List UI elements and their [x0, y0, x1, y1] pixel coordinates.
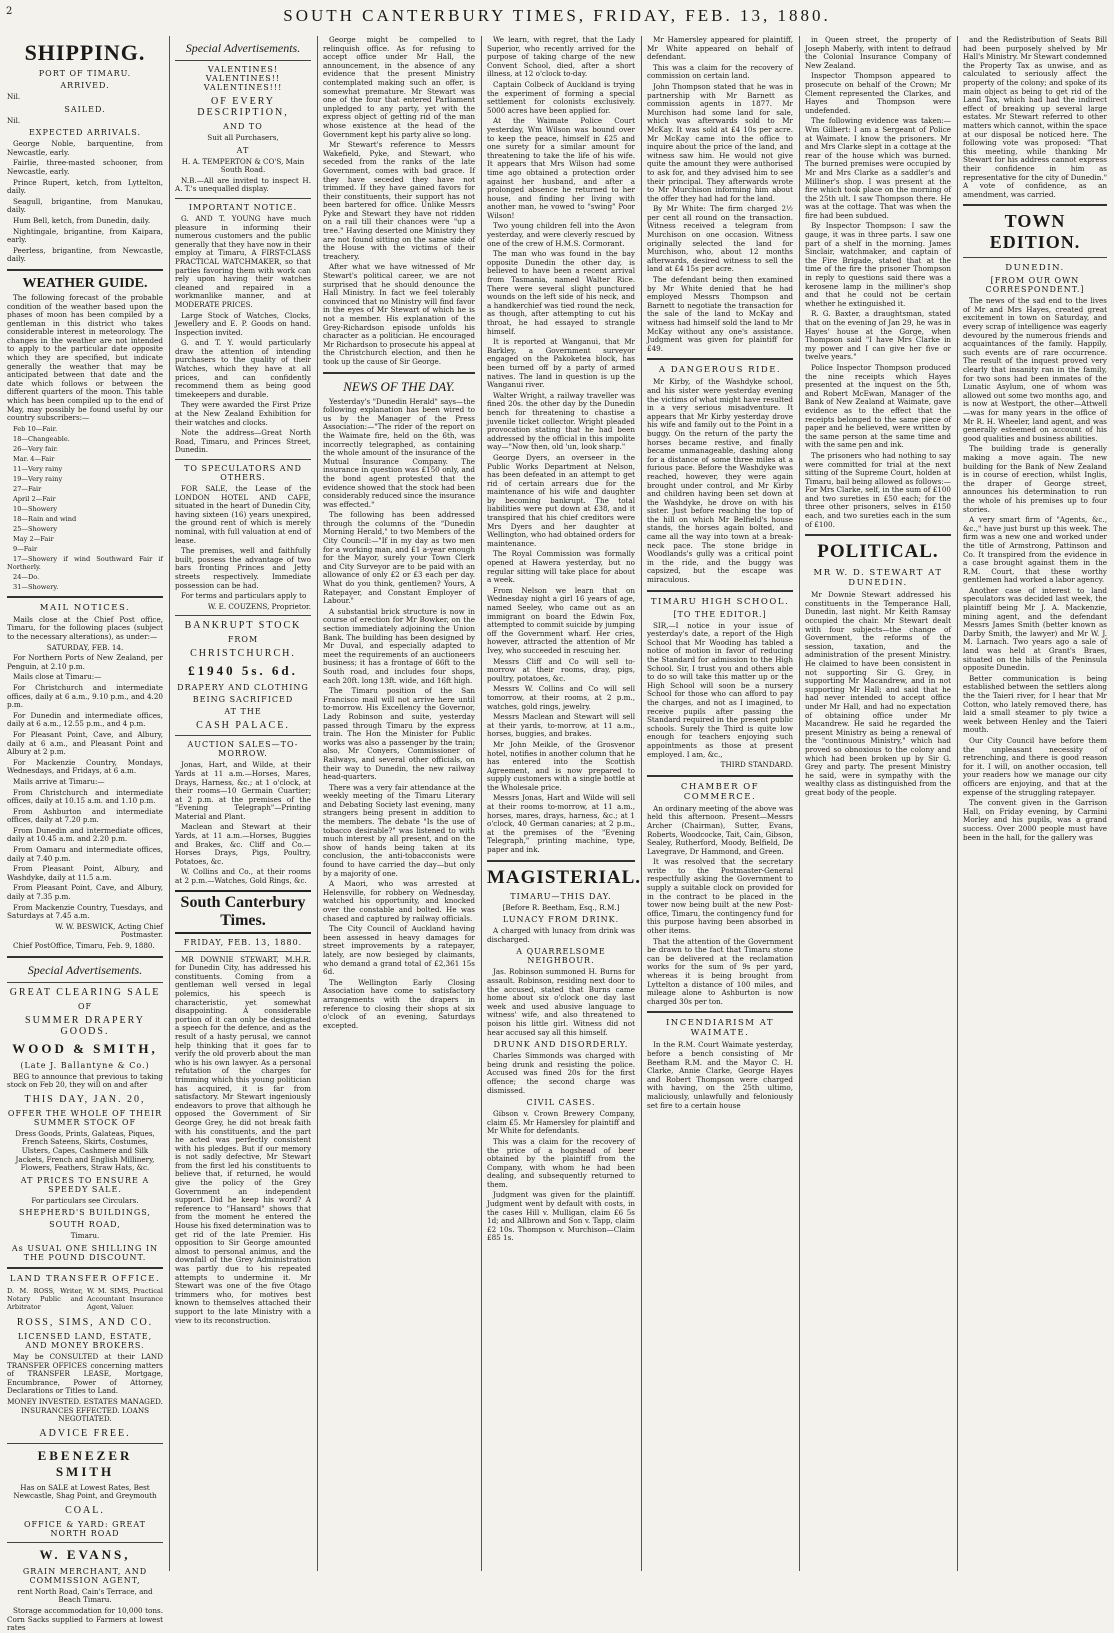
special-ads-heading: Special Advertisements.: [27, 962, 143, 977]
own-correspondent: [FROM OUR OWN CORRESPONDENT.]: [985, 276, 1085, 295]
divider: [647, 775, 793, 777]
dunedin-text: The building trade is generally making a move again. The new building for the Bank of New Zealand is in course of erection, whilst Inglis, the draper of George street, announces his determination to run the whole of his premises up to four stories.: [963, 444, 1107, 514]
bankrupt-from: FROM: [227, 635, 259, 645]
column-7: [958, 36, 1112, 1571]
wood-smith-circulars: For particulars see Circulars.: [31, 1195, 139, 1205]
usual-discount: As USUAL ONE SHILLING IN THE POUND DISCOUNT.: [11, 1243, 159, 1262]
news-item: Two young children fell into the Avon yesterday, and were cleverly rescued by one of the crew of H.M.S. Cormorant.: [487, 221, 635, 248]
column-3: [318, 36, 480, 1571]
wood-smith-name: WOOD & SMITH,: [12, 1040, 158, 1056]
high-school-heading: TIMARU HIGH SCHOOL.: [650, 596, 790, 607]
mail-para: For Mackenzie Country, Mondays, Wednesdays, and Fridays, at 6 a.m.: [7, 757, 163, 776]
incendiarism-text: In the R.M. Court Waimate yesterday, before a bench consisting of Mr Beetham R.M. and the Mayor C. H. Clarke, Annie Clarke, George Hayes and Robert Thompson were charged with having, on the 25th ultimo, maliciously, unlawfully and feloniously set fire to a certain house: [647, 1040, 793, 1110]
news-item: Walter Wright, a railway traveller was fined 20s. the other day by the Dunedin bench for threatening to chastise a juvenile ticket collector. Wright pleaded provocation stating that he had been addressed by the official in this impolite way—"Now then, old 'un, look sharp.": [487, 390, 635, 452]
editorial-cont: After what we have witnessed of Mr Stewart's political career, we are not surprised that he should denounce the Hall Ministry. In fact we feel tolerably convinced that no Ministry will find favor in the eyes of Mr Stewart of which he is not a member. His explanation of the Grey-Richardson episode unfolds his character as a politician. He encouraged Mr Richardson to prosecute his appeal at the Christchurch election, and then he took up the cause of Sir George.: [323, 262, 475, 366]
auction-text-2: Maclean and Stewart at their Yards, at 11 a.m.—Horses, Buggies and Brakes, &c. Cliff and Co.—Horses Drays, Pigs, Poultry, Potatoes, &c.: [175, 822, 311, 866]
news-item: Messrs W. Collins and Co will sell tomorrow, at their rooms, at 2 p.m., watches, gold rings, jewelry.: [487, 684, 635, 711]
dunedin-text: A very smart firm of "Agents, &c., &c.," have just burst up this week. The firm was a new one and worked under the title of Armstrong, Pattinson and Co. It transpired from the evidence in a case brought against them in the R.M. Court, that these worthy gentlemen had worked a labor agency.: [963, 515, 1107, 585]
clearing-sale-heading: GREAT CLEARING SALE: [9, 986, 161, 998]
expected-item: Seagull, brigantine, from Manukau, daily.: [7, 196, 163, 215]
expected-label: EXPECTED ARRIVALS.: [28, 128, 142, 138]
evans-text: Storage accommodation for 10,000 tons. Corn Sacks supplied to Farmers at lowest rates: [7, 1606, 163, 1633]
london-hotel-sign: W. E. COUZENS, Proprietor.: [207, 601, 311, 611]
expected-item: Peerless, brigantine, from Newcastle, daily.: [7, 245, 163, 264]
mail-para: From Pleasant Point, Albury, and Washdyke, daily at 11.5 a.m.: [7, 864, 163, 882]
clearing-of: OF: [77, 1001, 93, 1011]
political-heading: POLITICAL.: [817, 541, 939, 563]
news-item: George Dyers, an overseer in the Public Works Department at Nelson, has been defeated in an attempt to get rid of certain arrears due for the maintenance of his wife and daughter by becoming bankrupt. The total liabilities were put down at £38, and it transpired that his chief creditors were Mrs Dyers and her daughter at Wellington, who had obtained orders for maintenance.: [487, 452, 635, 548]
valentines-every: OF EVERY DESCRIPTION,: [197, 96, 289, 118]
chamber-text-3: That the attention of the Government be drawn to the fact that Timaru stone can be delivered at the reclamation works for the sum of 9s per yard, whereas it is being brought from Lyttelton a distance of 100 miles, and mileage alone to Ashburton is now charged 30s per ton.: [647, 936, 793, 1006]
news-item: Messrs Jonas, Hart and Wilde will sell at their rooms to-morrow, at 11 a.m., horses, mares, drays, harness, &c.; at 1 o'clock, 40 German canaries; at 2 p.m., at the premises of the "Evening Telegraph," printing machine, type, paper and ink.: [487, 793, 635, 855]
court-text: By Mr White: The firm charged 2½ per cent all round on the transaction. Witness received a telegram from Murchison on one occasion. Witness originally selected the land for Murchison, who, about 12 months afterwards, desired witness to sell the land at £4 15s per acre.: [647, 204, 793, 274]
civil-text-3: Judgment was given for the plaintiff. Judgment went by default with costs, in the cases Hill v. Mulligan, claim £6 5s 1d; and Allbrown and Son v. Tapp, claim £2 10s. Thompson v. Murchison—Claim £85 1s.: [487, 1190, 635, 1243]
mail-para: Mails close at Timaru:—: [13, 672, 102, 682]
divider: [175, 735, 311, 736]
timaru-this-day: TIMARU—THIS DAY.: [510, 891, 612, 901]
divider: [175, 615, 311, 616]
news-item: The man who was found in the bay opposite Dunedin the other day, is believed to have been a recent arrival from Tasmania, named Walter Rice. There were several slight punctured wounds on the left side of his neck, and a handkerchief was tied round the neck, as though, after attempting to cut his throat, he had essayed to strangle himself.: [487, 249, 635, 336]
divider: [175, 60, 311, 61]
weather-row: Mar. 4—Fair: [13, 454, 55, 463]
newspaper-title: SOUTH CANTERBURY TIMES, FRIDAY, FEB. 13, 1880.: [283, 6, 831, 25]
divider: [323, 372, 475, 374]
ebenezer-smith-text: Has on SALE at Lowest Rates, Best Newcastle, Shag Point, and Greymouth: [13, 1482, 157, 1501]
wood-smith-sub: (Late J. Ballantyne & Co.): [20, 1060, 150, 1070]
land-transfer-heading: LAND TRANSFER OFFICE.: [9, 1273, 161, 1284]
civil-text-2: This was a claim for the recovery of the price of a hogshead of beer obtained by the plaintiff from the Company, with whom he had been dealing, and subsequently returned to them.: [487, 1136, 635, 1189]
dunedin-text: Our City Council have before them the unpleasant necessity of retrenching, and there is good reason for it. I will, on another occasion, tell your readers how we manage our city officers are enjoying, and that at the expense of the struggling ratepayer.: [963, 735, 1107, 797]
at-the: AT THE: [224, 707, 262, 717]
young-note: Note the address—Great North Road, Timaru, and Princes Street, Dunedin.: [175, 428, 311, 455]
town-edition-heading: TOWN EDITION.: [989, 211, 1081, 253]
news-item: Captain Colbeck of Auckland is trying the experiment of forming a special settlement for colonists exclusively. 5000 acres have been applied for.: [487, 79, 635, 115]
before-magistrate: [Before R. Beetham, Esq., R.M.]: [502, 902, 620, 912]
incendiarism-cont: The following evidence was taken:—Wm Gilbert: I am a Sergeant of Police at Waimate. I know the prisoners. Mr and Mrs Clarke slept in a cottage at the rear of the house which was burned. The burned premises were occupied by Mr and Mrs Clarke as a saddler's and Milliner's shop. I was present at the fire which took place on the morning of the 25th ult. I saw Thompson there. He was at the cottage. That was when the fire had been subdued.: [805, 116, 951, 220]
dunedin-text: The convent given in the Garrison Hall, on Friday evening, by Carmini Morley and his pupils, was a grand success. Over 2000 people must have been in the hall, for the gallery was: [963, 798, 1107, 842]
ross-sims-sub: LICENSED LAND, ESTATE, AND MONEY BROKERS.: [17, 1331, 153, 1350]
london-hotel-terms: For terms and particulars apply to: [181, 591, 307, 601]
valentines-suit: Suit all Purchasers,: [207, 133, 279, 142]
news-item: At the Waimate Police Court yesterday, Wm Wilson was bound over to keep the peace, himself in £25 and one surety for a similar amount for threatening to take the life of his wife. It appears that Mrs Wilson had some time ago obtained a protection order against her husband, and after a prolonged absence he returned to her house, and finding her living with another man, he vowed to "swing" Poor Wilson!: [487, 116, 635, 220]
news-item: A Maori, who was arrested at Helensville, for robbery on Wednesday, watched his opportunity, and knocked over the constable and bolted. He was chased and captured by railway officials.: [323, 879, 475, 923]
masthead: [0, 0, 1114, 36]
civil-heading: CIVIL CASES.: [526, 1098, 596, 1108]
wood-smith-offer: OFFER THE WHOLE OF THEIR SUMMER STOCK OF: [7, 1108, 163, 1127]
arrived-value: Nil.: [7, 92, 21, 101]
editorial-cont: Mr Stewart's reference to Messrs Wakefield, Pyke, and Stewart, who seceded from the ranks of the late Government, comes with bad grace. If they have seceded they have not trimmed. If they have gained favors for their constituents, their support has not been bartered for office. Unlike Messrs Pyke and Stewart they have not ridden on a rail till their chances were "up a tree." Having deserted one Ministry they are not found sitting on the same side of the House with the victims of their treachery.: [323, 140, 475, 261]
divider: [175, 459, 311, 460]
port-heading: PORT OF TIMARU.: [38, 69, 132, 78]
editorial-masthead: South Canterbury Times.: [175, 890, 311, 934]
sailed-value: Nil.: [7, 115, 21, 125]
court-text: Mr Hamersley appeared for plaintiff, Mr White appeared on behalf of defendant.: [647, 35, 793, 62]
shipping-heading: SHIPPING.: [24, 40, 146, 65]
stewart-heading: MR W. D. STEWART AT DUNEDIN.: [813, 568, 943, 589]
expected-item: George Noble, barquentine, from Newcastle, early.: [7, 139, 163, 157]
shepherds-buildings: SHEPHERD'S BUILDINGS,: [19, 1208, 151, 1218]
chamber-text-2: It was resolved that the secretary write to the Postmaster-General respectfully asking the Government to supply a suitable clock on provided for in the contract to be placed in the tower now being built at the new Post-office, Timaru, the contingency fund for this purpose having been absorbed in other items.: [647, 857, 793, 936]
news-item: A substantial brick structure is now in course of erection for Mr Bowker, on the section immediately adjoining the Union Bank. The building has been designed by Mr Duval, and especially adapted to meet the requirements of an auctioneers business; it has a frontage of 66ft to the South road, and includes four shops, each 20ft. long 13ft. wide, and 16ft high.: [323, 606, 475, 685]
news-item: The Wellington Early Closing Association have come to satisfactory arrangements with the drapers in reference to closing their shops at six o'clock of an evening, Saturdays excepted.: [323, 977, 475, 1030]
shepherds-town: Timaru.: [70, 1231, 100, 1241]
expected-item: Nightingale, brigantine, from Kaipara, early.: [7, 226, 163, 245]
news-item: We learn, with regret, that the Lady Superior, who recently arrived for the purpose of taking charge of the new Convent School, died, after a short illness, at 12 o'clock to-day.: [487, 35, 635, 79]
divider: [647, 358, 793, 360]
weather-row: 10—Showery: [13, 504, 58, 513]
weather-row: 19—Very rainy: [13, 474, 63, 483]
news-item: Messrs Maclean and Stewart will sell at their yards, to-morrow, at 11 a.m., horses, buggies, and brakes.: [487, 712, 635, 739]
wood-smith-date: THIS DAY, JAN. 20,: [24, 1093, 146, 1105]
ebenezer-smith-office: OFFICE & YARD: GREAT NORTH ROAD: [23, 1519, 147, 1538]
valentines-at: AT: [236, 145, 250, 155]
lunacy-text: A charged with lunacy from drink was discharged.: [487, 926, 635, 944]
dunedin-heading: DUNEDIN.: [1005, 263, 1065, 274]
expected-item: Prince Rupert, ketch, from Lyttelton, daily.: [7, 177, 163, 196]
page-number: 2: [6, 6, 13, 17]
valentines-heading: VALENTINES! VALENTINES!! VALENTINES!!!: [203, 65, 283, 92]
news-item: It is reported at Wanganui, that Mr Barkley, a Government surveyor engaged on the Pakoketea block, has been turned off by a party of armed natives. The land in question is up the Wanganui river.: [487, 337, 635, 390]
drunk-heading: DRUNK AND DISORDERLY.: [493, 1040, 629, 1050]
news-item: Yesterday's "Dunedin Herald" says—the following explanation has been wired to us by the Manager of the Press Association:—"The rider of the report on the Waimate fire, held on the 6th, was incorrectly telegraphed, as containing the whole amount of the insurance of the Mutual Insurance Company. The insurance in question was £150 only, and the bond agent protested that the evidence showed that the stock had been considerably reduced since the insurance was effected.": [323, 396, 475, 509]
court-text: This was a claim for the recovery of commission on certain land.: [647, 62, 793, 81]
chamber-heading: CHAMBER OF COMMERCE.: [680, 781, 760, 802]
mail-para: From Christchurch and intermediate offices, daily at 10.15 a.m. and 1.10 p.m.: [7, 787, 163, 806]
ross-sims-name: ROSS, SIMS, AND CO.: [16, 1316, 154, 1328]
evans-sub: GRAIN MERCHANT, AND COMMISSION AGENT,: [22, 1566, 148, 1585]
mail-para: Mails arrive at Timaru:—: [13, 776, 105, 786]
arrived-label: ARRIVED.: [60, 81, 110, 90]
column-6: [800, 36, 956, 1571]
mail-para: From Pleasant Point, Cave, and Albury, daily at 7.35 p.m.: [7, 883, 163, 902]
expected-item: Hum Bell, ketch, from Dunedin, daily.: [13, 215, 151, 225]
incendiarism-cont: The prisoners who had nothing to say were committed for trial at the next sitting of the Supreme Court, holden at Timaru, bail being allowed as follows:—For Mrs Clarke, self, in the sum of £100 and two sureties in £50 each; for the three other prisoners, selves in £150 each, and two sureties each in the sum of £100.: [805, 450, 951, 529]
drapery-clothing: DRAPERY AND CLOTHING: [177, 683, 309, 693]
mail-para: For Northern Ports of New Zealand, per Penguin, at 2.10 p.m.: [7, 653, 163, 671]
editorial-cont: George might be compelled to relinquish office. As for refusing to accept office under Mr Hall, the announcement, in the absence of any evidence that the present Ministry contemplated making such an offer, is somewhat premature. Mr Stewart was one of the four that entered Parliament unpledged to any party, yet with the express object of getting rid of the man whose existence at the head of the Government kept his party alive so long.: [323, 35, 475, 139]
weather-row: 27—Fair: [13, 484, 42, 493]
divider: [175, 951, 311, 952]
young-text: G. AND T. YOUNG have much pleasure in informing their numerous customers and the public generally that they have now in their employ at Timaru, A FIRST-CLASS PRACTICAL WATCHMAKER, so that parties favoring them with work can rely upon having their watches cleaned and repaired in a workmanlike manner, and at MODERATE PRICES.: [175, 213, 311, 309]
weather-row: April 2—Fair: [13, 494, 56, 503]
ross-sims-text: May be CONSULTED at their LAND TRANSFER OFFICES concerning matters of TRANSFER LEASE, Mortgage, Encumbrance, Power of Attorney, Declarations or Titles to Land.: [7, 1351, 163, 1396]
divider: [7, 956, 163, 958]
mail-para: For Dunedin and intermediate offices, daily at 6 a.m., 12.55 p.m., and 4 p.m.: [7, 710, 163, 729]
divider: [647, 1011, 793, 1013]
high-school-sign: THIRD STANDARD.: [720, 760, 793, 770]
high-school-text: SIR,—I notice in your issue of yesterday's date, a report of the High School that Mr Wooding has tabled a notice of motion in favor of reducing the Standard for admission to the High School. Sir, I trust you and others able to do so will take this matter up or the High School will soon be a nursery School for those who can afford to pay the charges, and not as I imagined, to receive pupils after passing the Standard required in the present public schools. Surely the Third is quite low enough for teachers enjoying such appointments as those at present employed. I am, &c.,: [647, 620, 793, 759]
being-sacrificed: BEING SACRIFICED: [192, 695, 294, 705]
mail-para: From Oamaru and intermediate offices, daily at 7.40 p.m.: [7, 845, 163, 863]
lunacy-heading: LUNACY FROM DRINK.: [502, 915, 620, 925]
column-1: [2, 36, 168, 1633]
valentines-and: AND TO: [223, 122, 263, 131]
weather-row: 25—Showery: [13, 524, 58, 533]
weather-row: 26—Very fair.: [13, 444, 59, 453]
divider: [487, 860, 635, 862]
divider: [647, 590, 793, 592]
drunk-text: Charles Simmonds was charged with being drunk and resisting the police. Accused was fined 20s for the first offence; the second charge was dismissed.: [487, 1051, 635, 1095]
mail-para: From Ashburton and intermediate offices, daily at 7.20 p.m.: [7, 806, 163, 825]
to-the-editor: [TO THE EDITOR.]: [673, 609, 767, 619]
weather-row: 17—Showery if wind Southward Fair if Northerly.: [7, 554, 163, 571]
weather-row: 11—Very rainy: [13, 464, 63, 473]
speculators-heading: TO SPECULATORS AND OTHERS.: [184, 464, 302, 482]
wood-smith-text: BEG to announce that previous to taking stock on Feb 20, they will on and after: [7, 1071, 163, 1090]
london-hotel-text-2: The premises, well and faithfully built, possess the advantage of two bars fronting Princes and Jetty streets respectively. Immediate possession can be had.: [175, 546, 311, 590]
weather-row: 18—Changeable.: [13, 434, 70, 443]
sailed-label: SAILED.: [64, 104, 106, 114]
dangerous-ride-text: Mr Kirby, of the Washdyke school, and his sister were yesterday evening the victims of what might have resulted in a very serious misadventure. It appears that Mr Kirby yesterday drove his wife and family out to the Point in a buggy. On the return of the party the horses became restive, and finally became unmanageable, dashing along for a distance of some three miles at a furious pace. Before the Washdyke was reached, however, they were again brought under control, and Mr Kirby and children having been set down at the Washdyke, he drove on with his sister. Just before reaching the top of the hill on which Mr Belfield's house stands, the horses again bolted, and came all the way into town at a break-neck pace. The stone bridge in Woodlands's gully was a critical point in the ride, and the buggy was capsized, but the escape was miraculous.: [647, 377, 793, 585]
incendiarism-cont: Police Inspector Thompson produced the nine receipts which Hayes presented at the inquest on the 5th, and Robert McEwan, Manager of the Bank of New Zealand at Waimate, gave evidence as to the effect that the receipts belonged to the same piece of paper and he believed, were written by the same person at the same time and with the same pen and ink.: [805, 362, 951, 450]
divider: [7, 269, 163, 271]
young-stock: Large Stock of Watches, Clocks, Jewellery and E. P. Goods on hand. Inspection invited.: [175, 310, 311, 337]
cash-palace: CASH PALACE.: [196, 720, 290, 732]
bankrupt-city: CHRISTCHURCH.: [190, 648, 296, 660]
ross-sims-partners: [7, 1287, 163, 1313]
chamber-text: An ordinary meeting of the above was held this afternoon. Present—Messrs Archer (Chairman), Sutter, Evans, Roberts, Woodcocke, Tait, Cain, Gibson, Sealey, Rutherford, Moody, Belfield, De Lavegrave, Dr Hammond, and Green.: [647, 803, 794, 856]
auction-text-3: W. Collins and Co., at their rooms at 2 p.m.—Watches, Gold Rings, &c.: [175, 867, 311, 886]
news-heading: NEWS OF THE DAY.: [343, 378, 455, 394]
mail-heading: MAIL NOTICES.: [39, 602, 131, 613]
incendiarism-cont: By Inspector Thompson: I saw the gauge, it was in three parts. I saw one part of a shelf in the morning. James Sinclair, watchmaker, and captain of the Fire Brigade, stated that at the time of the fire the prisoner Thompson in reply to questions said there was a kerosene lamp in the milliner's shop and that he could not be certain whether he extinguished it.: [805, 221, 951, 308]
news-item: The City Council of Auckland having been assessed in heavy damages for street improvements by a ratepayer, lately, are now besieged by claimants, who demand a grand total of £2,361 15s 6d.: [323, 924, 475, 977]
column-5: [642, 36, 798, 1571]
bankrupt-amount: £1940 5s. 6d.: [188, 663, 298, 679]
mail-para: For Christchurch and intermediate offices, daily at 6 a.m., 9.10 p.m., and 4.20 p.m.: [7, 682, 163, 710]
weather-row: 18—Rain and wind: [13, 514, 77, 523]
news-item: The following has been addressed through the columns of the "Dunedin Morning Herald," to two Members of the City Council:—"If in my day as two men for a working man, and £1 a-year enough for the Mayor, surely your Town Clerk and City Surveyor are to be paid with an allowance of only £2 or £3 each per day. What do you think, gentlemen? Yours, A Ratepayer, and Constant Employer of Labour.": [323, 510, 475, 606]
ross-sims-advice: ADVICE FREE.: [39, 1427, 131, 1439]
special-ads-heading: Special Advertisements.: [185, 41, 301, 55]
wood-smith-prices: AT PRICES TO ENSURE A SPEEDY SALE.: [20, 1175, 150, 1194]
auction-text: Jonas, Hart, and Wilde, at their Yards at 11 a.m.—Horses, Mares, Drays, Harness, &c.; at 1 o'clock, at their rooms—10 Germain Cuartier; at 2 p.m. at the premises of the "Evening Telegraph"—Printing Material and Plant.: [175, 760, 311, 821]
ross-right: W. M. SIMS, Practical Accountant Insurance Agent, Valuer.: [87, 1286, 163, 1311]
wood-smith-goods: Dress Goods, Prints, Galateas, Piques, French Sateens, Skirts, Costumes, Ulsters, Capes, Cashmere and Silk Jackets, French and English Millinery, Flowers, Feathers, Straw Hats, &c.: [15, 1128, 155, 1173]
mail-para: From Dunedin and intermediate offices, daily at 10.45 a.m. and 2.20 p.m.: [7, 825, 163, 844]
weather-row: May 2—Fair: [13, 534, 54, 543]
auction-heading: AUCTION SALES—TO-MORROW.: [187, 740, 299, 759]
news-item: There was a very fair attendance at the weekly meeting of the Timaru Literary and Debating Society last evening, many strangers being present in addition to the members. The debate "Is the use of tobacco desirable?" was listened to with much interest by all present, and on the show of hands being taken at its conclusion, the anti-tobacconists were found to have carried the day—but only by a majority of one.: [323, 782, 475, 878]
valentines-nb: N.B.—All are invited to inspect H. A. T.'s unequalled display.: [175, 175, 311, 194]
column-2: [170, 36, 316, 1571]
news-item: The Royal Commission was formally opened at Hawera yesterday, but no regular sitting will take place for about a week.: [487, 549, 635, 585]
evans-name: W. EVANS,: [39, 1546, 131, 1562]
divider: [7, 1542, 163, 1543]
important-notice: IMPORTANT NOTICE.: [188, 202, 298, 212]
valentines-shop: H. A. TEMPERTON & CO'S, Main South Road.: [181, 156, 305, 175]
weather-row: 9—Fair: [13, 544, 38, 553]
civil-text: Gibson v. Crown Brewery Company, claim £5. Mr Hamersley for plaintiff and Mr White for defendants.: [487, 1109, 635, 1136]
weather-row: Feb 10—Fair.: [13, 424, 58, 433]
mail-para: From Mackenzie Country, Tuesdays, and Saturdays at 7.45 a.m.: [7, 902, 163, 921]
news-item: The Timaru position of the San Francisco mail will not arrive here until to-morrow. His Excellency the Governor, Lady Robinson and suite, yesterday passed through Timaru by the express train. The Hon the Minister for Public works was also a passenger by the train; also, Mr Conyers, Commissioner of Railways, and several other officials, on their way to Dunedin, the new railway head-quarters.: [323, 686, 475, 782]
editorial-text: MR DOWNIE STEWART, M.H.R. for Dunedin City, has addressed his constituents. Coming from a gentleman well versed in legal polemics, his speech is characteristic, yet somewhat disappointing. A considerable portion of it can only be designated a speech for the defence, and as the result of a hasty perusal, we cannot help thinking that it goes far to verify the old proverb about the man who is his own lawyer. As a personal refutation of the charges for trimming which this young politician has acquired, it is far from satisfactory. Mr Stewart ingeniously endeavors to prove that although he opposed the Government of Sir George Grey, he did not break faith with his constituents, and the part he acted was perfectly consistent with his pledges. But if our memory is not sadly defective, Mr Stewart from the first led his constituents to believe that, if returned, he would give the policy of the Grey Government an independent support. Did he keep his word? A reference to "Hansard" shows that from the moment he entered the House his fixed determination was to get rid of the late Premier. His opposition to Sir George amounted almost to personal animus, and the downfall of the Grey Administration was partly due to his repeated attempts to undermine it. Mr Stewart was one of the five Otago trimmers who, for motives best known to themselves attached their support to the late Ministry with a view to its reconstruction.: [175, 954, 311, 1325]
dunedin-text: Better communication is being established between the settlers along the the Taieri river, for I hear that Mr Cotton, who lately removed there, has laid a small steamer to ply twice a week between Henley and the Taieri mouth.: [963, 673, 1107, 735]
weather-row: 24—Do.: [13, 572, 40, 581]
weather-text: The following forecast of the probable condition of the weather based upon the phases of moon has been compiled by a gentleman in this district who takes considerable interest in meteorology. The changes in the weather are not intended to apply to the particular date opposite which they are specified, but indicate generally the weather that may be anticipated between that date and the date which follows or between the different quarters of the moon. This table which has been compiled up to the end of May, may possibly be found useful by our country subscribers:—: [7, 292, 163, 423]
incendiarism-cont: R. G. Baxter, a draughtsman, stated that on the evening of Jan 29, he was in Hayes' house at the Gorge, when Thompson said "I have Mrs Clarke in my power and I can give her five or twelve years.": [805, 309, 951, 362]
incendiarism-cont: Inspector Thompson appeared to prosecute on behalf of the Crown; Mr Clement represented the Clarkes, and Hayes and Thompson were undefended.: [805, 71, 951, 115]
young-text-3: They were awarded the First Prize at the New Zealand Exhibition for their watches and clocks.: [175, 400, 311, 427]
shepherds-road: SOUTH ROAD,: [49, 1220, 121, 1230]
divider: [7, 982, 163, 983]
mail-para: Mails close at the Chief Post office, Timaru, for the following places (subject to the necessary alterations), as under:—: [7, 614, 163, 641]
bankrupt-stock: BANKRUPT STOCK: [184, 620, 302, 632]
stewart-text: Mr Downie Stewart addressed his constituents in the Temperance Hall, Dunedin, last night. Mr Keith Ramsay occupied the chair. Mr Stewart dealt with four subjects—the change of Government, the reforms of the session, taxation, and the administration of the present Ministry. He claimed to have been consistent in not supporting Sir G. Grey, in supporting Mr Macandrew, and in not supporting Mr Hall; and said that he had never intended to accept office under Mr Hall, and had no expectation of obtaining office under Mr Macandrew. He said he regarded the present Ministry as being a renewal of the "continuous Ministry," which had proved so obnoxious to the colony and which had been broken up by Sir G. Grey and party. The present Ministry he said, were in sympathy with the wealthy class as distinguished from the great body of the people.: [805, 590, 951, 797]
divider: [805, 534, 951, 536]
ross-sims-money: MONEY INVESTED. ESTATES MANAGED. INSURANCES EFFECTED. LOANS NEGOTIATED.: [7, 1396, 163, 1424]
weather-heading: WEATHER GUIDE.: [22, 275, 148, 291]
dangerous-ride-heading: A DANGEROUS RIDE.: [658, 365, 782, 376]
stewart-cont: and the Redistribution of Seats Bill had been purposely shelved by Mr Hall's Ministry. Mr Stewart condemned the Property Tax as unwise, and as calculated to seriously affect the property of the colony; and spoke of its main object as being to get rid of the Land Tax, which had had the indirect effect of breaking up several large estates. Mr Stewart referred to other matters which cannot, within the space at our disposal be noticed here. The following vote was proposed: "That this meeting, while thanking Mr Stewart for his address cannot express their confidence in him as representative for the city of Dunedin." A vote of confidence, as an amendment, was carried.: [963, 35, 1108, 199]
divider: [7, 1267, 163, 1269]
mail-signature: W. W. BESWICK, Acting Chief Postmaster.: [55, 921, 163, 940]
divider: [7, 596, 163, 598]
london-hotel-text: FOR SALE, the Lease of the LONDON HOTEL AND CAFE, situated in the heart of Dunedin City, having sixteen (16) years unexpired, the ground rent of which is merely nominal, with full valuation at end of lease.: [175, 484, 311, 545]
neighbour-heading: A QUARRELSOME NEIGHBOUR.: [516, 947, 606, 966]
expected-item: Fairlie, three-masted schooner, from Newcastle, early.: [7, 158, 163, 176]
court-text: The defendant being then examined by Mr White denied that he had employed Messrs Thompson and Barnett to negotiate the transaction for the sale of the land to McKay and witness had himself sold the land to Mr McKay without any one's assistance. Judgment was given for plaintiff for £49.: [647, 275, 793, 353]
column-4: [482, 36, 640, 1571]
magisterial-heading: MAGISTERIAL.: [487, 866, 641, 888]
news-item: Messrs Cliff and Co will sell to-morrow at their rooms, dray, pigs, poultry, potatoes, &c.: [487, 656, 635, 683]
editorial-date: FRIDAY, FEB. 13, 1880.: [183, 937, 303, 947]
divider: [963, 257, 1107, 258]
dunedin-text: Another case of interest to land speculators was decided last week, the plaintiff being Mr J. A. Mackenzie, mining agent, and the defendant Messrs James Smith (better known as Darby Smith, the lawyer) and Mr W. J. M. Larnach. Two years ago a sale of land was held at Grant's Braes, situated on the hills of the Peninsula opposite Dunedin.: [963, 585, 1107, 673]
ebenezer-smith-name: EBENEZER SMITH: [37, 1447, 133, 1479]
summer-drapery: SUMMER DRAPERY GOODS.: [25, 1014, 145, 1037]
evans-address: rent North Road, Cain's Terrace, and Beach Timaru.: [17, 1586, 153, 1605]
weather-row: 31—Showery.: [13, 582, 59, 591]
incendiarism-cont: in Queen street, the property of Joseph Maberly, with intent to defraud the Colonial Insurance Company of New Zealand.: [805, 35, 951, 70]
incendiarism-heading: INCENDIARISM AT WAIMATE.: [665, 1018, 775, 1039]
young-text-2: G. and T. Y. would particularly draw the attention of intending purchasers to the quality of their Watches, which they have at all prices, and can confidently recommend them as being good timekeepers and durable.: [175, 338, 311, 399]
divider: [7, 1443, 163, 1444]
divider: [175, 198, 311, 199]
news-item: From Nelson we learn that on Wednesday night a girl 16 years of age, named Seeley, who came out as an immigrant on board the Edwin Fox, attempted to commit suicide by jumping off the Government wharf. Her cries, however, attracted the attention of Mr Ivey, who succeeded in rescuing her.: [487, 585, 635, 655]
divider: [963, 204, 1107, 206]
court-text: John Thompson stated that he was in partnership with Mr Barnett as commission agents in 1877. Mr Murchison had some land for sale, which was afterwards sold to Mr McKay. It was sold at £4 10s per acre. Mr McKay came into the office to inquire about the price of the land, and witness saw him. He would not give quite the amount they were authorised to ask for, and they advised him to see their principal. They afterwards wrote to Mr Murchison informing him about the offer they had had for the land.: [647, 81, 793, 203]
news-item: Mr John Meikle, of the Grosvenor hotel, notifies in another column that he has entered into the Scottish Agreement, and is now prepared to supply customers with a single bottle at the Wholesale price.: [487, 739, 635, 792]
neighbour-text: Jas. Robinson summoned H. Burns for assault. Robinson, residing next door to the accused, stated that Burns came home about six o'clock one day last week and used abusive language to witness' wife, and also threatened to poison his little girl. Witness did not hear accused say all this himself.: [487, 967, 635, 1037]
ross-left: D. M. ROSS, Writer, Notary Public and Arbitrator: [7, 1286, 83, 1311]
mail-para: SATURDAY, FEB. 14.: [46, 642, 124, 652]
mail-para: For Pleasant Point, Cave, and Albury, daily at 6 a.m., and Pleasant Point and Albury at 2 p.m.: [7, 729, 163, 757]
ebenezer-smith-coal: COAL.: [65, 1504, 105, 1516]
mail-office: Chief PostOffice, Timaru, Feb. 9, 1880.: [13, 941, 155, 950]
dunedin-text: The news of the sad end to the lives of Mr and Mrs Hayes, created great excitement in town on Saturday, and every scrap of intelligence was eagerly devoured by the numerous friends and acquaintances of the family. Happily, such events are of rare occurrence. The result of the inquest proved very clearly that insanity ran in the family, for two sons had been inmates of the Lunatic Asylum, one of whom was allowed out some two months ago, and is now at Westport, the other—Attwell—was for many years in the office of Mr R. H. Wheeler, land agent, and was generally esteemed on account of his good qualities and business abilities.: [963, 296, 1107, 443]
